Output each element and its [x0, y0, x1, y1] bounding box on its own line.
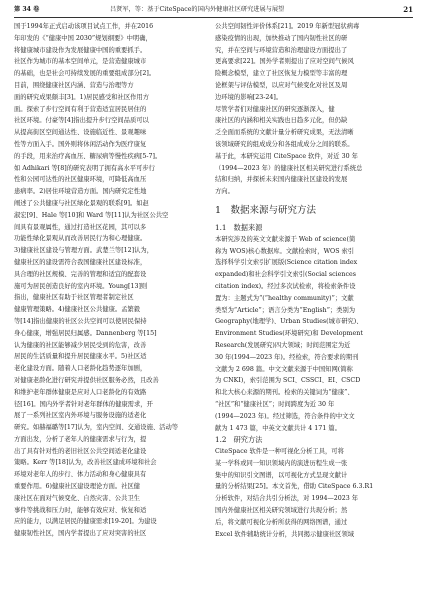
subsection-heading: 1.1 数据来源: [215, 222, 263, 232]
body-text-line: 基于此，本研究运用 CiteSpace 软件，对近 30 年: [215, 152, 358, 160]
body-text-line: 置为：主题式为“(“healthy community)”；文献: [215, 294, 354, 302]
body-text-line: 该领域研究的组成成分和各组成成分之间的联系。: [215, 140, 354, 148]
body-text-line: 指出，健康社区有助于社区管理者制定社区: [14, 294, 134, 302]
body-text-line: citation index)。经过多次试检索，将检索条件设: [215, 282, 356, 290]
subsection-heading: 1.2 研究方法: [215, 435, 263, 445]
body-text-line: 险概念模型，建立了社区恢复力模型等丰富的理: [215, 70, 348, 78]
body-text-line: 策略。Kerr 等[18]认为，改善社区建成环境和社会: [14, 459, 157, 467]
body-text-line: 康社区在面对气候变化、自然灾害、公共卫生: [14, 494, 140, 502]
body-text-line: 感染疫情的出现，加快推动了国内韧性社区的研: [215, 34, 348, 42]
body-text-line: 施可为居民创造良好的室内环境。Young[13]则: [14, 282, 148, 290]
body-text-line: 具合理的社区规模、完善的管理和适宜的配套设: [14, 270, 147, 278]
body-text-line: 环境对老年人的步行、体力活动和身心健康具有: [14, 471, 147, 479]
body-text-line: 集中的知识引文图谱，以可视化方式呈现文献计: [215, 471, 348, 479]
body-text-line: 年印发的《“健康中国 2030”规划纲要》中明确，: [14, 34, 152, 42]
body-text-line: 国于1994年正式启动该项目试点工作，并在2016: [14, 23, 154, 30]
body-text-line: expanded)和社会科学引文索引(Social sciences: [215, 271, 356, 279]
body-text-line: 社区环境。付豪等[4]指出提升步行空间品质可以: [14, 117, 149, 125]
body-text-line: 3)健康社区建设与管理方面。武楚兰等[12]认为，: [14, 247, 154, 255]
body-text-line: 间具有景观属性，通过打造社区花园，其可以多: [14, 223, 147, 231]
body-text-line: 从提高街区空间通达性、设施临近性、景观趣味: [14, 129, 147, 137]
body-text-line: 出了具有针对性的老旧社区公共空间适老化建设: [14, 447, 147, 455]
body-text-line: 献为 1 473 篇，中英文文献共计 4 171 篇。: [215, 424, 341, 432]
right-column: [215, 21, 413, 540]
body-text-line: 淑宏[9]、Hale 等[10]和 Ward 等[11]认为社区公共空: [14, 211, 169, 219]
section-heading: 1 数据来源与研究方法: [215, 204, 317, 216]
body-text-line: 健康社区的建设需符合我国健康社区建设标准，: [14, 258, 147, 266]
body-text-line: 量的分析结果[25]。本文首先，借助 CiteSpace 6.3.R1: [215, 483, 374, 491]
body-text-line: 某一学科或同一知识领域内的演进历程生成一张: [215, 459, 348, 467]
body-text-line: 边环境的影响[23-24]。: [215, 93, 283, 101]
body-text-line: 的手段，用来治疗高血压、糖尿病等慢性疾病[5-7]。: [14, 152, 162, 160]
body-text-line: 健康管理策略。4)健康社区公共健康。孟繁毅: [14, 306, 141, 314]
body-text-line: 如 Adhikari 等[8]的研究表明了拥有高水平可步行: [14, 164, 155, 172]
body-text-line: 重要作用。6)健康社区建设理论方面。社区健: [14, 483, 141, 491]
body-text-line: 方向。: [215, 188, 234, 196]
body-text-line: 老化建设方面。随着人口老龄化趋势逐年加剧，: [14, 365, 147, 373]
body-text-line: CiteSpace 软件是一种可视化分析工具，可将: [215, 448, 344, 456]
body-text-line: （1994—2023 年）的健康社区相关研究进行系统总: [215, 164, 363, 172]
body-text-line: Geography(地理学)、Urban Studies(城市研究)、: [215, 318, 363, 326]
volume-label: 第 34 卷: [14, 6, 40, 13]
body-text-line: 性等方面入手。国外则将休闲活动作为医疗康复: [14, 140, 147, 148]
body-text-line: 身心健康，增强居民归属感。Dannenberg 等[15]: [14, 329, 157, 337]
body-text-line: 的基础，也是社会可持续发展的重要组成部分[2]。: [14, 70, 156, 78]
body-text-line: 目前，围绕健康社区内涵、营造与治理等方: [14, 81, 134, 89]
body-text-line: 面的研究成果颇丰[3]。1)居民感受和社区作用方: [14, 93, 150, 101]
body-text-line: 径[16]。国内外学者针对老年群体的健康需求，开: [14, 400, 153, 408]
running-header: [14, 4, 413, 16]
body-text-line: 将健康城市建设作为发展健康中国的重要抓手。: [14, 46, 147, 54]
body-text-line: 健康韧性社区，国内学者提出了应对突害的社区: [14, 530, 147, 538]
body-text-line: 和维护老年群体健康是应对人口老龄化的有效路: [14, 388, 147, 396]
body-text-line: 选择科学引文索引扩展版(Science citation index: [215, 259, 358, 267]
body-text-line: 后，将文献可视化分析所获得的网络图谱，通过: [215, 518, 348, 526]
body-text-line: 为 CNKI)，索引范围为 SCI、CSSCI、EI、CSCD: [215, 377, 361, 385]
body-text-line: 等[14]指出健康的社区公共空间可以使居民保持: [14, 317, 147, 325]
body-text-line: 面。探索了步行空间有利于营造适宜居民居住的: [14, 105, 147, 113]
body-text-line: 和北大核心来源的期刊。检索的关键词为“健康”、: [215, 389, 354, 397]
body-text-line: 社区作为城市的基本空间单元，是营造健康城市: [14, 58, 147, 66]
body-text-line: 事件等挑战和压力时，能够有效应对、恢复和适: [14, 506, 147, 514]
body-text-line: 乏全面而系统的文献计量分析研究成果，无法清晰: [215, 129, 354, 137]
body-text-line: 究，并在空间与环境营造和治理建设方面提出了: [215, 46, 348, 54]
body-text-line: 研究。如赫福璐等[17]认为，室内空间、交通设施、活动等: [14, 424, 179, 432]
body-text-line: “社区”和“健康社区”；时间跨度为近 30 年: [215, 400, 335, 408]
body-text-line: 论框架与评估模型，以应对气候变化对社区及周: [215, 81, 348, 89]
body-text-line: 认为健康的社区能够减少居民受到的危害，改善: [14, 341, 147, 349]
body-text-line: 应的能力，以满足居民的健康需求[19-20]。为建设: [14, 518, 157, 526]
body-text-line: 方面出发，分析了老年人的健康需求与行为，提: [14, 435, 147, 443]
body-text-line: 分析软件，对结合共引分析法，对 1994—2023 年: [215, 495, 359, 503]
body-text-line: 本研究涉及的英文文献来源于 Web of science(简: [215, 235, 356, 243]
body-text-line: 功能性绿化景观从而改善居民行为和心理健康。: [14, 235, 147, 243]
body-text-line: 阐述了公共健康与社区绿化景观的联系[9]。如赵: [14, 199, 149, 207]
body-text-line: Environment Studies(环境研究)和 Development: [215, 330, 363, 338]
body-text-line: 居民的生活质量和提升居民健康水平。5)社区适: [14, 353, 147, 361]
body-text-line: 康社区的内涵和相关实践也日趋多元化，但仍缺: [215, 117, 348, 125]
body-text-line: 公共空间韧性评价体系[21]。2019 年新型冠状病毒: [215, 23, 360, 30]
body-text-line: 对健康老龄化进行研究并提供社区服务必然，且改善: [14, 376, 159, 384]
body-text-line: (1994—2023 年)。经过筛选，符合条件的中文文: [215, 412, 355, 420]
page-number: 21: [403, 5, 413, 14]
body-text-line: Excel 软件辅助统计分析，共同揭示健康社区领域: [215, 530, 355, 538]
header-rule: [14, 17, 413, 18]
body-text-line: 结和归纳，并探析未来国内健康社区建设的发展: [215, 176, 348, 184]
body-text-line: 尽管学者们对健康社区的研究逐渐深入，健: [215, 105, 335, 113]
body-text-line: 称为 WOS)核心数据库。文献检索时，WOS 索引: [215, 247, 355, 255]
left-column: [14, 21, 212, 540]
body-text-line: 文献为 2 698 篇。中文文献来源于中国知网(简称: [215, 365, 353, 373]
body-text-line: 更高要求[22]。国外学者则提出了应对空间气候风: [215, 58, 354, 66]
body-text-line: 患病率。2)居住环境营造方面。国内研究定性地: [14, 188, 147, 196]
running-title: 吕贤军，等：基于CiteSpace的国内外健康社区研究进展与展望: [110, 6, 285, 13]
body-text-line: 展了一系列社区室内外环境与服务设施的适老化: [14, 412, 147, 420]
body-text-line: 性和公园可达性的社区健康环境，可降低高血压: [14, 176, 147, 184]
body-text-line: Research(发展研究)四大领域；时间范围定为近: [215, 341, 351, 349]
body-text-line: 30 年(1994—2023 年)。经检索，符合要求的期刊: [215, 353, 359, 361]
body-text-line: 类型为“Article”；语言分类为“English”；类别为: [215, 306, 356, 314]
body-text-line: 国内外健康社区相关研究领域进行共现分析；然: [215, 507, 348, 515]
